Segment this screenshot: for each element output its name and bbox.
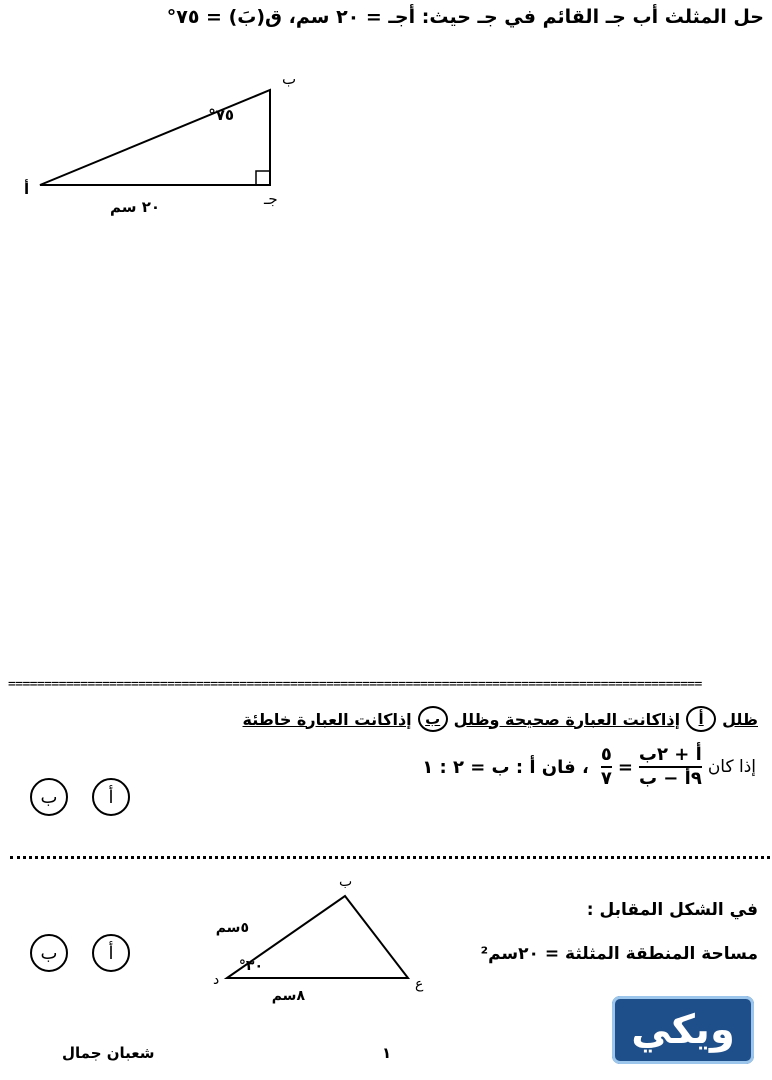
vertex-b-label: ب xyxy=(282,70,297,88)
item-2-option-b[interactable]: ب xyxy=(30,934,68,972)
right-triangle-figure xyxy=(20,70,310,230)
item-1-option-a[interactable]: أ xyxy=(92,778,130,816)
item-2-line-2: مساحة المنطقة المثلثة = ٢٠سم² xyxy=(480,944,758,964)
double-line-separator: ================================================================================================ xyxy=(8,678,702,692)
frac-right-denominator: ٧ xyxy=(600,768,612,789)
vertex-d-label: د xyxy=(213,972,220,988)
vertex-e-label: ع xyxy=(415,976,424,992)
choice-b-badge: ب xyxy=(418,706,448,732)
dotted-separator xyxy=(10,856,770,859)
instr-after: إذاكانت العبارة خاطئة xyxy=(242,709,412,729)
equals-sign: = xyxy=(617,756,633,778)
item-1-conclusion: ، فان أ : ب = ٢ : ١ xyxy=(422,756,589,778)
choice-a-badge: أ xyxy=(686,706,716,732)
author-name: شعبان جمال xyxy=(62,1044,155,1062)
question-1-text: حل المثلث أب جـ القائم في جـ حيث: أجـ = ٢٠ سم، ق(بَ) = ٧٥° xyxy=(166,6,764,28)
instr-middle: إذاكانت العبارة صحيحة وظلل xyxy=(453,709,681,729)
instructions xyxy=(243,706,758,732)
triangle-abc xyxy=(40,90,270,185)
vertex-c-label: جـ xyxy=(264,190,278,208)
triangle-figure-2 xyxy=(205,870,435,1010)
frac-left-numerator: أ + ٢ب xyxy=(638,744,702,765)
vertex-a-label: أ xyxy=(24,180,30,198)
bottom-side-label: ٨سم xyxy=(271,988,305,1004)
frac-left-denominator: ٩أ − ب xyxy=(638,768,702,789)
frac-right-numerator: ٥ xyxy=(600,744,612,765)
logo-text: ويكي xyxy=(631,1007,735,1053)
item-1-prefix: إذا كان xyxy=(707,757,756,777)
item-1-fraction-left xyxy=(639,744,702,790)
right-angle-marker xyxy=(256,171,270,185)
side-length-label: ٢٠ سم xyxy=(109,198,160,216)
item-2-option-a[interactable]: أ xyxy=(92,934,130,972)
angle-label: ٧٥° xyxy=(208,106,234,124)
item-1-fraction-right xyxy=(601,744,612,790)
item-1-statement xyxy=(422,744,756,790)
upper-side-label: ٥سم xyxy=(215,920,249,936)
instr-before: ظلل xyxy=(722,709,758,729)
angle-30-label: ٣٠° xyxy=(238,958,263,974)
item-2-line-1: في الشكل المقابل : xyxy=(586,900,758,920)
item-1-option-b[interactable]: ب xyxy=(30,778,68,816)
wiki-logo xyxy=(612,996,754,1064)
vertex-b2-label: ب xyxy=(339,874,353,890)
page-number: ١ xyxy=(382,1044,392,1062)
